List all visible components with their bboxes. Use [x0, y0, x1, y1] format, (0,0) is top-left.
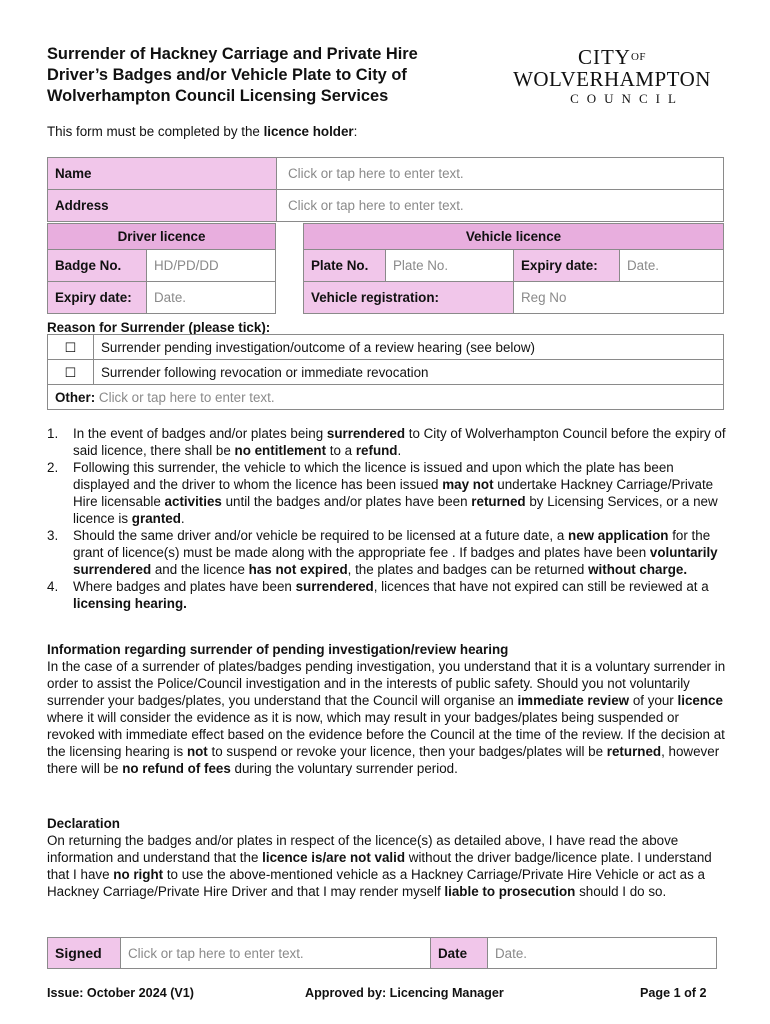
other-field[interactable]: Click or tap here to enter text. — [98, 389, 275, 405]
declaration-body: On returning the badges and/or plates in respect of the licence(s) as detailed above, I have read the above information and understand that the licence is/are not valid without the driver badge/licence plate. I understand that I have no right to use the above-mentioned vehicle as a Hackney Carriage/Private Hire Vehicle or act as a Hackney Carriage/Private Hire Driver and that I may render myself liable to prosecution should I do so. — [47, 833, 712, 899]
checkbox-pending-investigation[interactable]: ☐ — [48, 335, 94, 360]
terms-item-4: 4. Where badges and plates have been surrendered, licences that have not expired can still be reviewed at a licensing hearing. — [47, 579, 709, 611]
declaration-section — [47, 815, 727, 900]
vehicle-expiry-label: Expiry date: — [514, 250, 620, 282]
terms-item-2: 2. Following this surrender, the vehicle to which the licence is issued and upon which the plate has been displayed and the driver to whom the licence has been issued may not undertake Hackney Carriage/Private Hire licensable activities until the badges and/or plates have been returned by Licensing Services, or a new licence is granted. — [47, 460, 718, 526]
driver-licence-header: Driver licence — [48, 224, 276, 250]
declaration-heading: Declaration — [47, 816, 120, 831]
reason-option-revocation: Surrender following revocation or immediate revocation — [94, 360, 724, 385]
signed-field[interactable]: Click or tap here to enter text. — [121, 938, 431, 969]
info-body: In the case of a surrender of plates/badges pending investigation, you understand that it is a voluntary surrender in order to assist the Police/Council investigation and in the interests of public safety. Should you not voluntarily surrender your badges/plates, you understand that the Council will organise an immediate review of your licence where it will consider the evidence as it is now, which may result in your badges/plates being suspended or revoked with immediate effect based on the evidence before the Council at the time of the review. If the decision at the licensing hearing is not to suspend or revoke your licence, then your badges/plates will be returned, however there will be no refund of fees during the voluntary surrender period. — [47, 659, 726, 776]
reason-title: Reason for Surrender (please tick): — [47, 320, 271, 335]
info-heading: Information regarding surrender of pending investigation/review hearing — [47, 642, 509, 657]
terms-item-1: 1. In the event of badges and/or plates being surrendered to City of Wolverhampton Council before the expiry of said licence, there shall be no entitlement to a refund. — [47, 426, 726, 458]
terms-item-3: 3. Should the same driver and/or vehicle be required to be licensed at a future date, a new application for the grant of licence(s) must be made along with the appropriate fee . If badges and plates have been voluntarily surrendered and the licence has not expired, the plates and badges can be returned without charge. — [47, 528, 718, 577]
investigation-info-section — [47, 641, 727, 777]
badge-no-label: Badge No. — [48, 250, 147, 282]
badge-no-field[interactable]: HD/PD/DD — [147, 250, 276, 282]
reason-other-row[interactable] — [48, 385, 724, 410]
intro-text: This form must be completed by the licence holder: — [47, 124, 358, 139]
footer-page: Page 1 of 2 — [640, 986, 707, 1000]
name-label: Name — [48, 158, 277, 190]
date-field[interactable]: Date. — [488, 938, 717, 969]
name-field[interactable]: Click or tap here to enter text. — [277, 158, 724, 190]
council-logo: CITYOF WOLVERHAMPTON COUNCIL — [513, 45, 711, 106]
terms-list — [47, 425, 727, 612]
reason-table — [47, 334, 724, 410]
plate-no-field[interactable]: Plate No. — [386, 250, 514, 282]
checkbox-revocation[interactable]: ☐ — [48, 360, 94, 385]
reason-option-pending: Surrender pending investigation/outcome of a review hearing (see below) — [94, 335, 724, 360]
date-label: Date — [431, 938, 488, 969]
other-label: Other: — [55, 389, 96, 405]
footer-approved: Approved by: Licencing Manager — [305, 986, 504, 1000]
vehicle-expiry-field[interactable]: Date. — [620, 250, 724, 282]
address-field[interactable]: Click or tap here to enter text. — [277, 190, 724, 222]
plate-no-label: Plate No. — [304, 250, 386, 282]
holder-details-table — [47, 157, 724, 222]
vehicle-registration-field[interactable]: Reg No — [514, 282, 724, 314]
driver-licence-table — [47, 223, 276, 314]
signature-table — [47, 937, 717, 969]
driver-expiry-label: Expiry date: — [48, 282, 147, 314]
vehicle-licence-header: Vehicle licence — [304, 224, 724, 250]
driver-expiry-field[interactable]: Date. — [147, 282, 276, 314]
vehicle-registration-label: Vehicle registration: — [304, 282, 514, 314]
address-label: Address — [48, 190, 277, 222]
form-title: Surrender of Hackney Carriage and Private Hire Driver’s Badges and/or Vehicle Plate to City of Wolverhampton Council Licensing Services — [47, 45, 418, 105]
footer-issue: Issue: October 2024 (V1) — [47, 986, 194, 1000]
signed-label: Signed — [48, 938, 121, 969]
vehicle-licence-table — [303, 223, 724, 314]
